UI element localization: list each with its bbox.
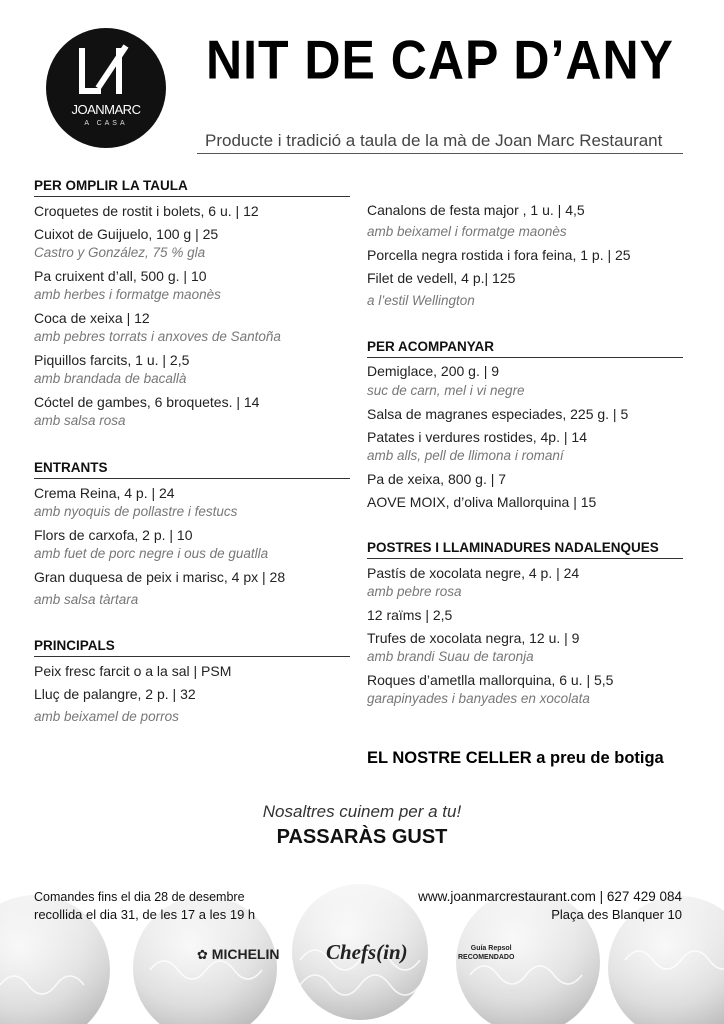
section-divider — [367, 558, 683, 559]
menu-item-note: amb fuet de porc negre i ous de guatlla — [34, 546, 269, 561]
menu-item: Cuixot de Guijuelo, 100 g | 25 — [34, 226, 219, 242]
michelin-badge — [197, 946, 279, 963]
section-divider — [34, 656, 350, 657]
website-and-phone: www.joanmarcrestaurant.com | 627 429 084 — [418, 889, 682, 904]
section-heading-entrants: ENTRANTS — [34, 460, 108, 475]
menu-item: Crema Reina, 4 p. | 24 — [34, 485, 175, 501]
menu-item: Filet de vedell, 4 p.| 125 — [367, 270, 516, 286]
menu-item: Cóctel de gambes, 6 broquetes. | 14 — [34, 394, 260, 410]
address: Plaça des Blanquer 10 — [551, 907, 682, 922]
slogan: Nosaltres cuinem per a tu! — [262, 802, 462, 821]
menu-item-note: a l’estil Wellington — [367, 293, 475, 308]
menu-item-note: garapinyades i banyades en xocolata — [367, 691, 590, 706]
tagline: PASSARÀS GUST — [276, 826, 448, 848]
menu-item: Pa de xeixa, 800 g. | 7 — [367, 471, 507, 487]
section-divider — [367, 357, 683, 358]
michelin-label: MICHELIN — [211, 946, 280, 962]
repsol-label: RECOMENDADO — [458, 954, 515, 961]
section-divider — [34, 478, 350, 479]
subtitle-divider — [197, 153, 683, 154]
chefs-badge: Chefs(in) — [326, 940, 408, 964]
menu-item-note: amb beixamel i formatge maonès — [367, 224, 567, 239]
pickup-info: recollida el dia 31, de les 17 a les 19 h — [34, 907, 256, 922]
menu-item-note: amb brandada de bacallà — [34, 371, 187, 386]
page-subtitle: Producte i tradició a taula de la mà de Joan Marc Restaurant — [205, 131, 663, 150]
logo-name: JOANMARC — [71, 102, 141, 117]
repsol-badge — [458, 944, 514, 962]
section-heading-postres: POSTRES I LLAMINADURES NADALENQUES — [367, 540, 659, 555]
menu-item: Trufes de xocolata negra, 12 u. | 9 — [367, 630, 580, 646]
menu-item-note: amb beixamel de porros — [34, 709, 179, 724]
menu-item: Porcella negra rostida i fora feina, 1 p. | 25 — [367, 247, 631, 263]
section-heading-acompanyar: PER ACOMPANYAR — [367, 339, 495, 354]
menu-item: Roques d’ametlla mallorquina, 6 u. | 5,5 — [367, 672, 614, 688]
menu-item-note: Castro y González, 75 % gla — [34, 245, 206, 260]
repsol-title: Guía Repsol — [470, 945, 512, 952]
menu-item-note: amb pebre rosa — [367, 584, 462, 599]
section-divider — [34, 196, 350, 197]
menu-item-note: amb herbes i formatge maonès — [34, 287, 221, 302]
menu-item: Flors de carxofa, 2 p. | 10 — [34, 527, 193, 543]
menu-item: Patates i verdures rostides, 4p. | 14 — [367, 429, 587, 445]
menu-item-note: amb alls, pell de llimona i romaní — [367, 448, 564, 463]
menu-item: AOVE MOIX, d’oliva Mallorquina | 15 — [367, 494, 597, 510]
menu-item: Canalons de festa major , 1 u. | 4,5 — [367, 202, 585, 218]
menu-item: Pastís de xocolata negre, 4 p. | 24 — [367, 565, 580, 581]
menu-item-note: suc de carn, mel i vi negre — [367, 383, 525, 398]
wine-cellar-note: EL NOSTRE CELLER a preu de botiga — [367, 749, 664, 767]
menu-item: Gran duquesa de peix i marisc, 4 px | 28 — [34, 569, 286, 585]
christmas-ornaments-background — [0, 850, 724, 1024]
menu-item: Peix fresc farcit o a la sal | PSM — [34, 663, 232, 679]
logo-subtext: A CASA — [84, 120, 128, 127]
michelin-icon: ✿ — [197, 947, 208, 962]
order-deadline: Comandes fins el dia 28 de desembre — [34, 890, 245, 904]
menu-item: Lluç de palangre, 2 p. | 32 — [34, 686, 196, 702]
section-heading-omplir: PER OMPLIR LA TAULA — [34, 178, 188, 193]
menu-item: Demiglace, 200 g. | 9 — [367, 363, 500, 379]
menu-item: Coca de xeixa | 12 — [34, 310, 150, 326]
menu-item: Salsa de magranes especiades, 225 g. | 5 — [367, 406, 629, 422]
menu-item: 12 raïms | 2,5 — [367, 607, 453, 623]
menu-item: Pa cruixent d’all, 500 g. | 10 — [34, 268, 207, 284]
restaurant-logo — [46, 28, 166, 148]
menu-item: Croquetes de rostit i bolets, 6 u. | 12 — [34, 203, 259, 219]
menu-item-note: amb salsa tàrtara — [34, 592, 139, 607]
menu-item-note: amb brandi Suau de taronja — [367, 649, 534, 664]
page-title: NIT DE CAP D’ANY — [206, 29, 674, 91]
menu-item: Piquillos farcits, 1 u. | 2,5 — [34, 352, 190, 368]
menu-item-note: amb nyoquis de pollastre i festucs — [34, 504, 238, 519]
section-heading-principals: PRINCIPALS — [34, 638, 115, 653]
menu-item-note: amb salsa rosa — [34, 413, 126, 428]
menu-item-note: amb pebres torrats i anxoves de Santoña — [34, 329, 281, 344]
